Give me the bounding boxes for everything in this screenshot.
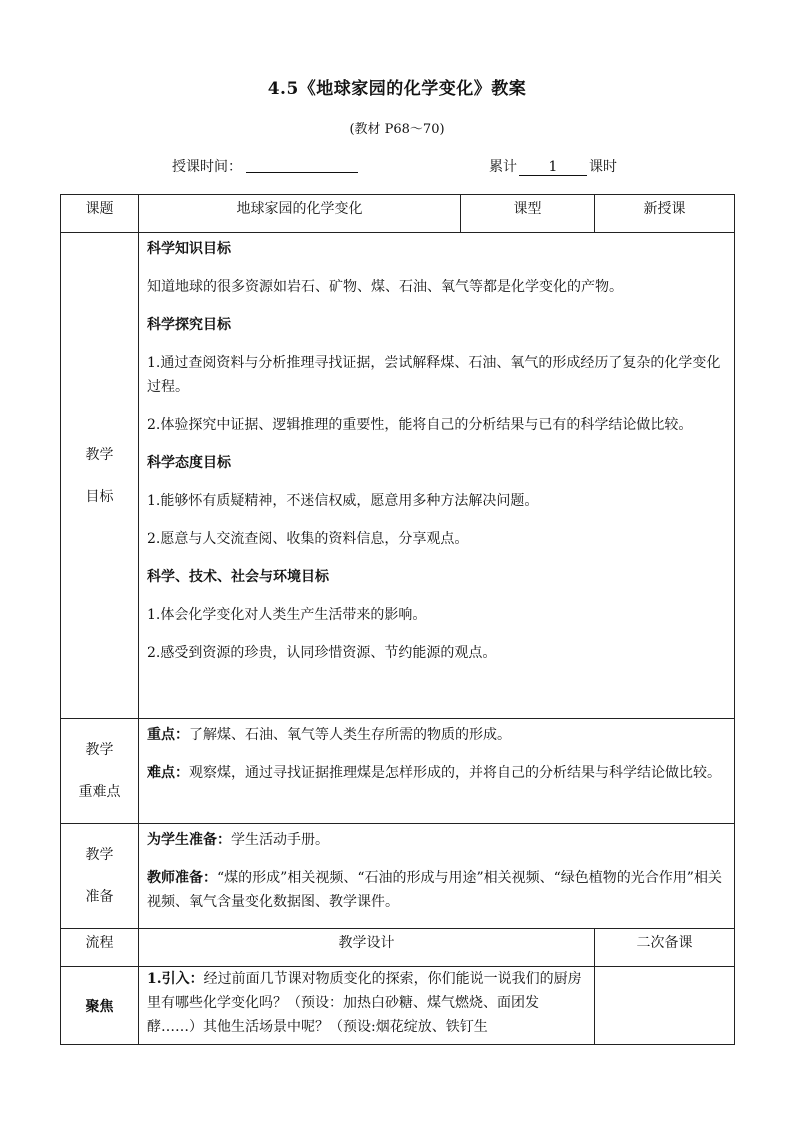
process-header-row: [61, 929, 735, 967]
key-points-row: [61, 719, 735, 824]
lesson-count-label: 累计: [489, 159, 517, 175]
teacher-prep-label: 教师准备：: [147, 870, 217, 886]
topic-row: [61, 195, 735, 233]
focus-second-prep-cell: [595, 967, 735, 1045]
objective-heading: 科学、技术、社会与环境目标: [147, 569, 329, 585]
objective-heading: 科学知识目标: [147, 241, 231, 257]
key-points-label-line-2: 重难点: [78, 784, 121, 800]
objective-item: 2.体验探究中证据、逻辑推理的重要性，能将自己的分析结果与已有的科学结论做比较。: [147, 417, 693, 433]
type-label-cell: 课型: [461, 195, 595, 233]
objectives-label-line-1: 教学: [85, 446, 114, 463]
type-value-cell: 新授课: [595, 195, 735, 233]
student-prep-label: 为学生准备：: [147, 832, 231, 848]
hard-point-label: 难点：: [147, 765, 189, 781]
objective-item: 1.体会化学变化对人类生产生活带来的影响。: [147, 607, 427, 623]
lesson-time-label: 授课时间：: [172, 159, 242, 175]
teacher-prep-paragraph: [147, 866, 726, 914]
key-point-text: 了解煤、石油、氧气等人类生存所需的物质的形成。: [189, 727, 511, 743]
key-points-label-cell: [61, 719, 139, 824]
flow-header-cell: 流程: [61, 929, 139, 967]
objective-heading: 科学探究目标: [147, 317, 231, 333]
objectives-label-line-2: 目标: [85, 488, 114, 505]
focus-text: 经过前面几节课对物质变化的探索，你们能说一说我们的厨房里有哪些化学变化吗？（预设：加热白砂糖、煤气燃烧、面团发酵……）其他生活场景中呢？（预设:烟花绽放、铁钉生: [147, 971, 582, 1035]
focus-row: [61, 967, 735, 1045]
teacher-prep-text: “煤的形成”相关视频、“石油的形成与用途”相关视频、“绿色植物的光合作用”相关视频、氧气含量变化数据图、教学课件。: [147, 870, 722, 910]
focus-label-cell: 聚焦: [61, 967, 139, 1045]
objectives-label-cell: [61, 233, 139, 719]
topic-value-cell: 地球家园的化学变化: [139, 195, 461, 233]
objective-item: 1.通过查阅资料与分析推理寻找证据，尝试解释煤、石油、氧气的形成经历了复杂的化学变化过程。: [147, 355, 721, 395]
objective-item: 知道地球的很多资源如岩石、矿物、煤、石油、氧气等都是化学变化的产物。: [147, 279, 623, 295]
lesson-plan-table: [60, 194, 735, 1045]
objective-item: 1.能够怀有质疑精神，不迷信权威，愿意用多种方法解决问题。: [147, 493, 539, 509]
document-subtitle: (教材 P68～70): [349, 122, 445, 137]
topic-label-cell: 课题: [61, 195, 139, 233]
prep-label-line-2: 准备: [85, 889, 114, 905]
prep-row: [61, 824, 735, 929]
objective-item: 2.愿意与人交流查阅、收集的资料信息，分享观点。: [147, 531, 469, 547]
lesson-time-blank: [246, 158, 358, 173]
hard-point-text: 观察煤，通过寻找证据推理煤是怎样形成的，并将自己的分析结果与科学结论做比较。: [189, 765, 721, 781]
objectives-content-cell: [139, 233, 735, 719]
key-point-label: 重点：: [147, 727, 189, 743]
prep-label-cell: [61, 824, 139, 929]
objectives-row: [61, 233, 735, 719]
key-points-content-cell: [139, 719, 735, 824]
focus-content-cell: [139, 967, 595, 1045]
student-prep-text: 学生活动手册。: [231, 832, 329, 848]
prep-content-cell: [139, 824, 735, 929]
lesson-count-value: 1: [519, 159, 587, 176]
prep-label-line-1: 教学: [85, 847, 114, 863]
key-point-paragraph: [147, 723, 726, 747]
lesson-time-field: [172, 156, 358, 176]
hard-point-paragraph: [147, 761, 726, 785]
second-prep-header-cell: 二次备课: [595, 929, 735, 967]
focus-lead: 1.引入：: [147, 971, 204, 987]
key-points-label-line-1: 教学: [85, 742, 114, 758]
lesson-count-field: [489, 156, 617, 176]
document-title: 4.5《地球家园的化学变化》教案: [267, 79, 527, 99]
objective-item: 2.感受到资源的珍贵，认同珍惜资源、节约能源的观点。: [147, 645, 497, 661]
objective-heading: 科学态度目标: [147, 455, 231, 471]
student-prep-paragraph: [147, 828, 726, 852]
design-header-cell: 教学设计: [139, 929, 595, 967]
lesson-count-unit: 课时: [589, 159, 617, 175]
objectives-list: [147, 237, 726, 665]
